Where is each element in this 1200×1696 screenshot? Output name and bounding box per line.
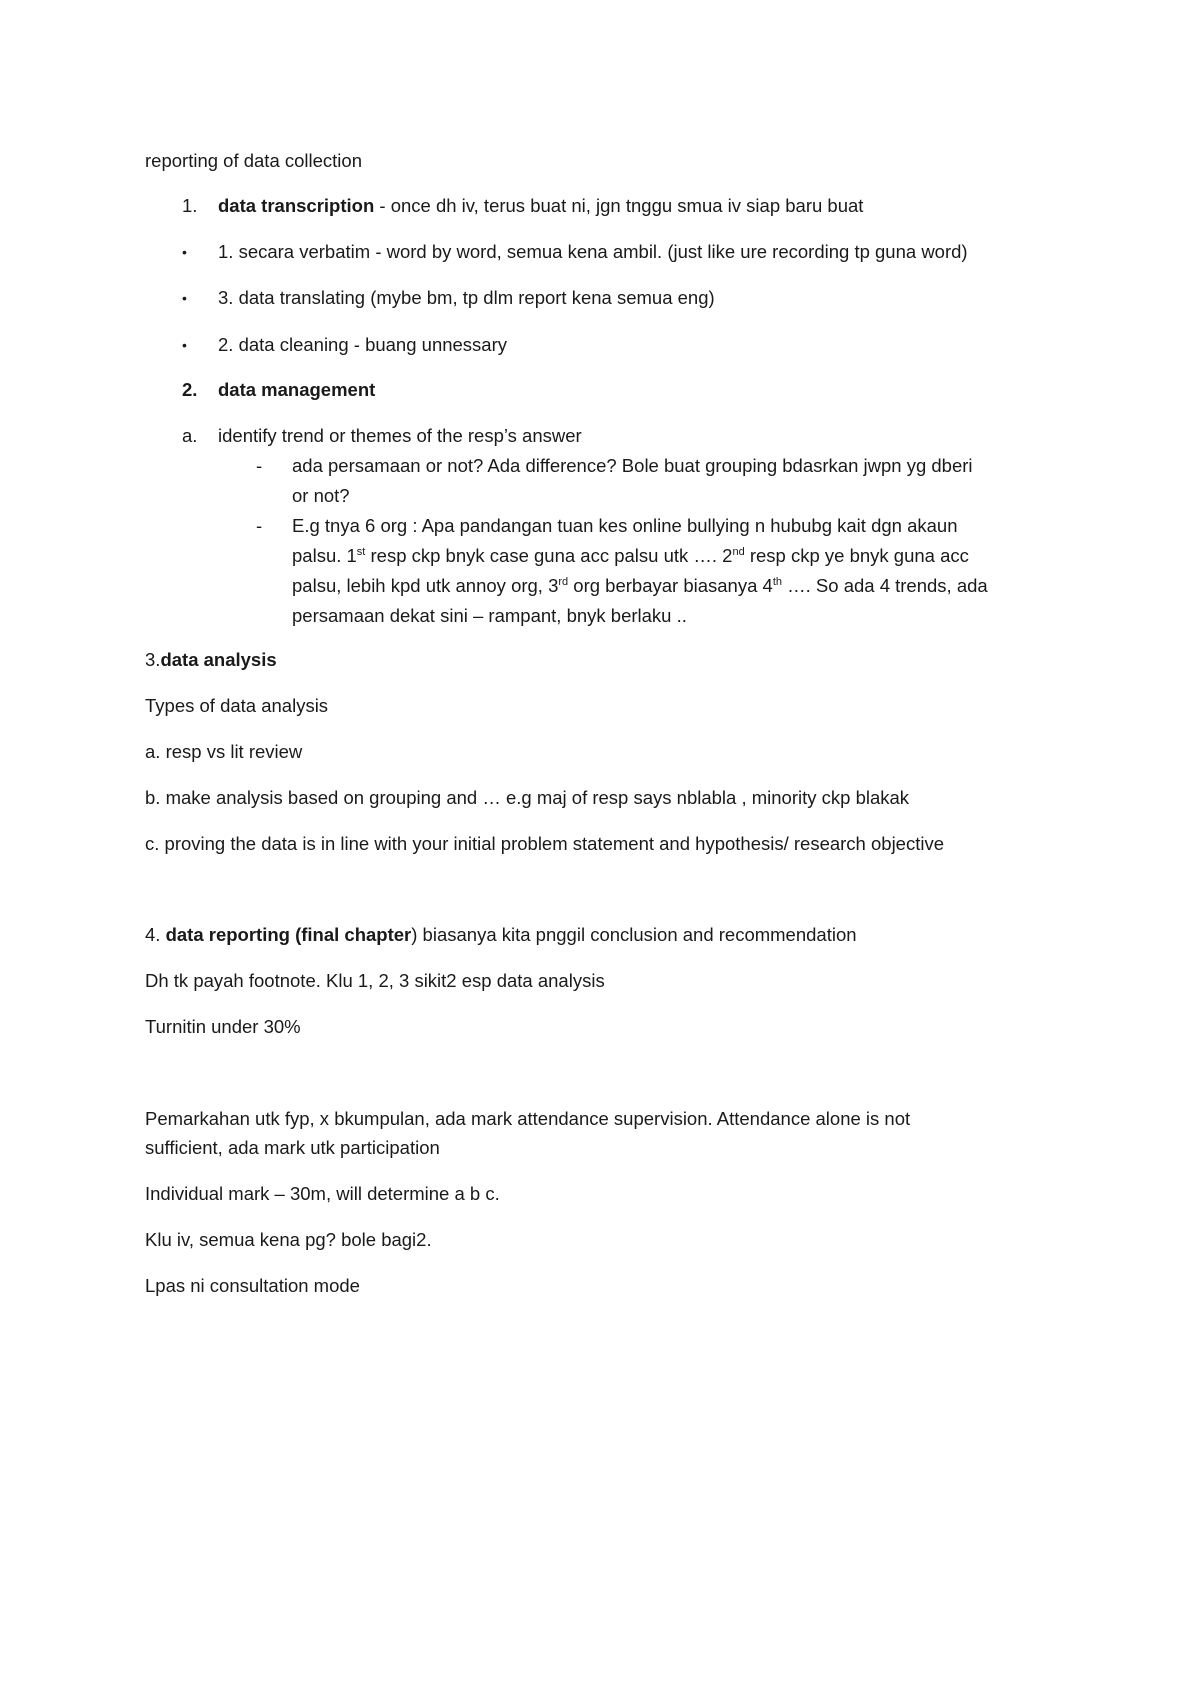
section-3-heading — [145, 648, 277, 672]
section-3-title: data analysis — [160, 649, 277, 670]
section-4-text: ) biasanya kita pnggil conclusion and recommendation — [411, 924, 857, 945]
text-run: resp ckp ye bnyk guna acc — [744, 545, 969, 566]
section-1-title: data transcription — [218, 195, 375, 216]
bullet-item: 3. data translating (mybe bm, tp dlm report kena semua eng) — [218, 287, 715, 308]
section-4-number: 4. — [145, 924, 166, 945]
dash-1-line-1: ada persamaan or not? Ada difference? Bole buat grouping bdasrkan jwpn yg dberi — [292, 455, 973, 476]
section-1-text: - once dh iv, terus buat ni, jgn tnggu smua iv siap baru buat — [374, 195, 864, 216]
bullet-item: 1. secara verbatim - word by word, semua kena ambil. (just like ure recording tp guna word) — [218, 241, 968, 262]
marking-line-1: Pemarkahan utk fyp, x bkumpulan, ada mark attendance supervision. Attendance alone is not — [145, 1108, 911, 1129]
note-line: Turnitin under 30% — [145, 1016, 301, 1037]
section-3-number: 3. — [145, 649, 161, 670]
bullet-marker: • — [182, 337, 187, 353]
text-run: …. So ada 4 trends, ada — [782, 575, 988, 596]
text-run: resp ckp bnyk case guna acc palsu utk …. 2 — [365, 545, 733, 566]
ordinal-suffix: nd — [732, 545, 745, 558]
dash-marker: - — [256, 455, 263, 476]
dash-2-line-3 — [292, 574, 988, 598]
type-item: a. resp vs lit review — [145, 741, 303, 762]
ordinal-suffix: th — [772, 575, 782, 588]
section-4-title: data reporting (final chapter — [165, 924, 412, 945]
ordinal-suffix: rd — [558, 575, 569, 588]
dash-2-line-1: E.g tnya 6 org : Apa pandangan tuan kes online bullying n hububg kait dgn akaun — [292, 515, 958, 536]
ordinal-suffix: st — [356, 545, 366, 558]
dash-2-line-4: persamaan dekat sini – rampant, bnyk berlaku .. — [292, 605, 687, 626]
text-run: palsu, lebih kpd utk annoy org, 3 — [292, 575, 559, 596]
type-item: b. make analysis based on grouping and … e.g maj of resp says nblabla , minority ckp blakak — [145, 787, 910, 808]
section-4-line — [145, 923, 857, 947]
document-heading: reporting of data collection — [145, 150, 362, 171]
note-line: Dh tk payah footnote. Klu 1, 2, 3 sikit2 esp data analysis — [145, 970, 605, 991]
text-run: org berbayar biasanya 4 — [568, 575, 773, 596]
sub-a-marker: a. — [182, 425, 198, 446]
dash-marker: - — [256, 515, 263, 536]
closing-line: Individual mark – 30m, will determine a b c. — [145, 1183, 500, 1204]
bullet-marker: • — [182, 244, 187, 260]
types-heading: Types of data analysis — [145, 695, 329, 716]
section-2-title: data management — [218, 379, 376, 400]
bullet-item: 2. data cleaning - buang unnessary — [218, 334, 508, 355]
type-item: c. proving the data is in line with your initial problem statement and hypothesis/ research objective — [145, 833, 945, 854]
section-1-number: 1. — [182, 195, 198, 216]
section-1-line — [218, 194, 863, 218]
dash-2-line-2 — [292, 544, 969, 568]
sub-a-text: identify trend or themes of the resp’s answer — [218, 425, 582, 446]
text-run: palsu. 1 — [292, 545, 357, 566]
section-2-number: 2. — [182, 379, 198, 400]
closing-line: Klu iv, semua kena pg? bole bagi2. — [145, 1229, 432, 1250]
marking-line-2: sufficient, ada mark utk participation — [145, 1137, 440, 1158]
bullet-marker: • — [182, 290, 187, 306]
closing-line: Lpas ni consultation mode — [145, 1275, 360, 1296]
dash-1-line-2: or not? — [292, 485, 350, 506]
